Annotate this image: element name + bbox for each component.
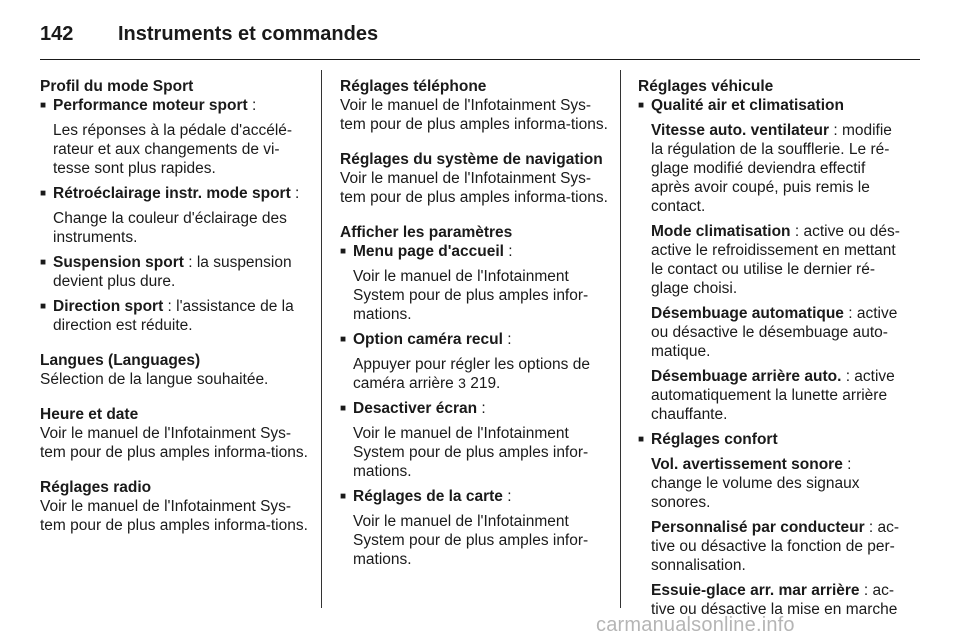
sport-item-text: Change la couleur d'éclairage des instruments. — [53, 210, 287, 246]
affichage-item-text: Voir le manuel de l'Infotainment System pour de plus amples infor-mations. — [353, 268, 589, 323]
affichage-item: ■ Réglages de la carte : — [340, 487, 608, 506]
qualite-air-option: Désembuage automatique : active ou désactive le désembuage auto-matique. — [651, 305, 898, 360]
heure-section — [40, 405, 310, 462]
langues-section — [40, 351, 310, 389]
page-reference: 219. — [465, 375, 501, 392]
qualite-air-option: Vitesse auto. ventilateur : modifie la régulation de la soufflerie. Le ré-glage modifié deviendra effectif après avoir coupé, puis remis le contact. — [651, 122, 892, 215]
langues-text: Sélection de la langue souhaitée. — [40, 371, 269, 388]
sport-item: ■ Suspension sport : la suspension devient plus dure. — [40, 253, 310, 291]
telephone-heading: Réglages téléphone — [340, 78, 487, 95]
sport-item: ■ Rétroéclairage instr. mode sport : — [40, 184, 310, 203]
affichage-item-text: Appuyer pour régler les options de caméra arrière 3 219. — [353, 356, 590, 392]
column-divider-1 — [321, 70, 322, 608]
qualite-air-option: Mode climatisation : active ou dés-active le refroidissement en mettant le contact ou utilise le dernier ré-glage choisi. — [651, 223, 900, 297]
page-title: Instruments et commandes — [118, 23, 379, 45]
affichage-item-text: Voir le manuel de l'Infotainment System pour de plus amples infor-mations. — [353, 513, 589, 568]
langues-heading: Langues (Languages) — [40, 352, 201, 369]
affichage-item: ■ Option caméra recul : — [340, 330, 608, 349]
navigation-heading: Réglages du système de navigation — [340, 151, 603, 168]
sport-item-text: Les réponses à la pédale d'accélé-rateur et aux changements de vi-tesse sont plus rapides. — [53, 122, 293, 177]
telephone-text: Voir le manuel de l'Infotainment Sys-tem pour de plus amples informa-tions. — [340, 97, 608, 133]
header-rule — [40, 59, 920, 60]
heure-heading: Heure et date — [40, 406, 139, 423]
affichage-item-text: Voir le manuel de l'Infotainment System pour de plus amples infor-mations. — [353, 425, 589, 480]
sport-item: ■ Direction sport : l'assistance de la direction est réduite. — [40, 297, 310, 335]
column-divider-2 — [620, 70, 621, 608]
radio-section — [40, 478, 310, 535]
heure-text: Voir le manuel de l'Infotainment Sys-tem pour de plus amples informa-tions. — [40, 425, 308, 461]
column-1 — [40, 77, 310, 551]
page-number: 142 — [40, 23, 74, 45]
confort-option: Personnalisé par conducteur : ac-tive ou désactive la fonction de per-sonnalisation. — [651, 519, 900, 574]
navigation-section — [340, 150, 608, 207]
affichage-heading: Afficher les paramètres — [340, 224, 513, 241]
radio-text: Voir le manuel de l'Infotainment Sys-tem pour de plus amples informa-tions. — [40, 498, 308, 534]
sport-item: ■ Performance moteur sport : — [40, 96, 310, 115]
confort-option: Vol. avertissement sonore : change le volume des signaux sonores. — [651, 456, 860, 511]
affichage-item: ■ Desactiver écran : — [340, 399, 608, 418]
qualite-air-item: ■ Qualité air et climatisation — [638, 96, 906, 115]
vehicule-heading: Réglages véhicule — [638, 78, 774, 95]
watermark: carmanualsonline.info — [596, 614, 795, 636]
affichage-section — [340, 223, 608, 569]
page-reference-icon: 3 — [458, 375, 466, 391]
column-3 — [638, 77, 906, 619]
page-header — [40, 16, 920, 60]
affichage-item: ■ Menu page d'accueil : — [340, 242, 608, 261]
radio-heading: Réglages radio — [40, 479, 152, 496]
sport-heading: Profil du mode Sport — [40, 78, 194, 95]
qualite-air-option: Désembuage arrière auto. : active automatiquement la lunette arrière chauffante. — [651, 368, 895, 423]
column-2 — [340, 77, 608, 585]
telephone-section — [340, 77, 608, 134]
confort-item: ■ Réglages confort — [638, 430, 906, 449]
sport-section — [40, 77, 310, 335]
navigation-text: Voir le manuel de l'Infotainment Sys-tem pour de plus amples informa-tions. — [340, 170, 608, 206]
confort-option: Essuie-glace arr. mar arrière : ac-tive ou désactive la mise en marche — [651, 582, 898, 618]
